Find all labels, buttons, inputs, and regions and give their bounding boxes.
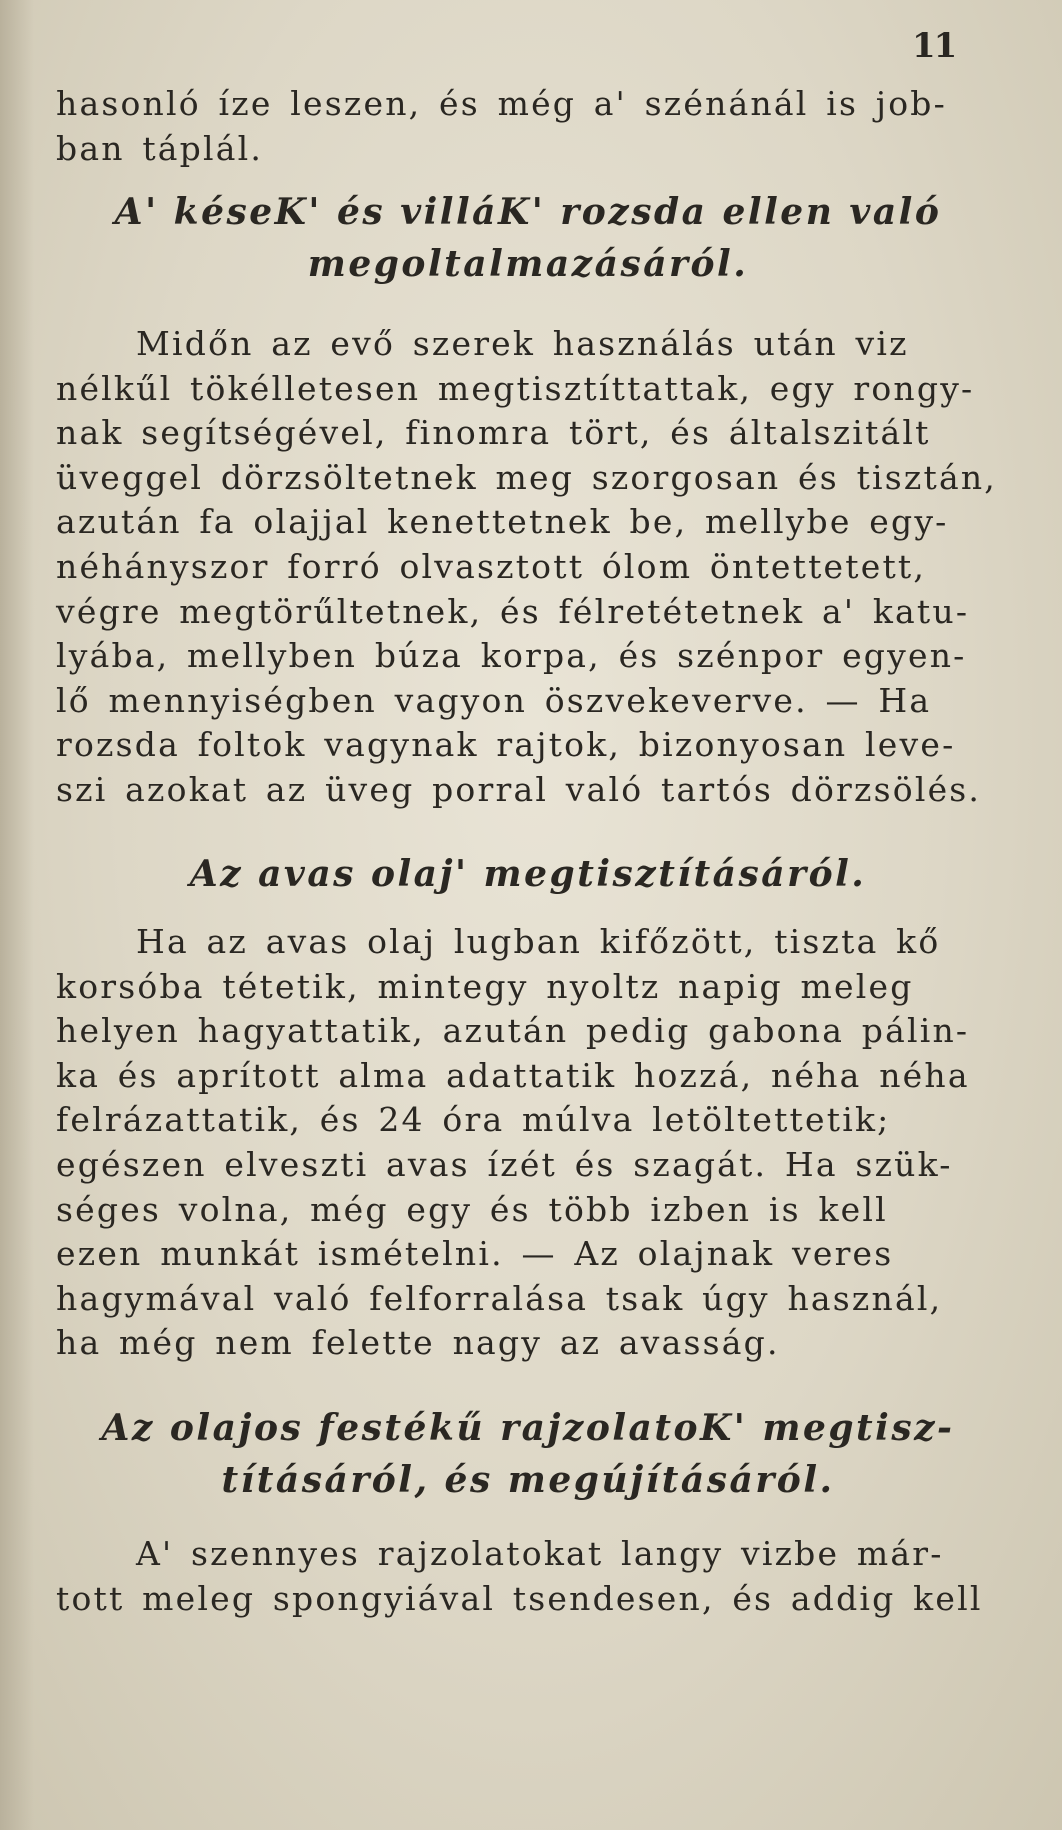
heading-line: Az avas olaj' megtisztításáról. bbox=[189, 853, 867, 895]
text-line: hagymával való felforralása tsak úgy használ, bbox=[56, 1278, 943, 1318]
text-line: ka és aprított alma adattatik hozzá, néha néha bbox=[56, 1055, 970, 1095]
page-number: 11 bbox=[912, 26, 956, 66]
text-line: ezen munkát ismételni. — Az olajnak veres bbox=[56, 1234, 894, 1274]
paragraph-oil-paintings bbox=[56, 1532, 1000, 1621]
section-heading-rancid-oil bbox=[56, 848, 1000, 900]
text-line: rozsda foltok vagynak rajtok, bizonyosan leve- bbox=[56, 725, 956, 765]
text-line: korsóba tétetik, mintegy nyoltz napig meleg bbox=[56, 966, 914, 1006]
text-line: egészen elveszti avas ízét és szagát. Ha szük- bbox=[56, 1144, 953, 1184]
text-line: végre megtörűltetnek, és félretétetnek a' katu- bbox=[56, 591, 970, 631]
text-line: ha még nem felette nagy az avasság. bbox=[56, 1323, 780, 1363]
text-line: szi azokat az üveg porral való tartós dörzsölés. bbox=[56, 769, 982, 809]
paragraph-rancid-oil bbox=[56, 920, 1000, 1366]
text-line: Midőn az evő szerek használás után viz bbox=[136, 324, 909, 363]
text-line: néhányszor forró olvasztott ólom öntettetett, bbox=[56, 546, 927, 586]
text-line: helyen hagyattatik, azután pedig gabona pálin- bbox=[56, 1011, 970, 1051]
text-line: A' szennyes rajzolatokat langy vizbe már- bbox=[136, 1534, 944, 1573]
intro-paragraph bbox=[56, 82, 1000, 171]
heading-line: Az olajos festékű rajzolatoK' megtisz- bbox=[101, 1407, 955, 1449]
text-line: tott meleg spongyiával tsendesen, és addig kell bbox=[56, 1578, 983, 1618]
section-heading-knives-forks bbox=[56, 186, 1000, 290]
heading-line: A' késeK' és villáK' rozsda ellen való bbox=[114, 191, 942, 233]
text-line: lyába, mellyben búza korpa, és szénpor egyen- bbox=[56, 636, 967, 676]
text-line: azután fa olajjal kenettetnek be, mellybe egy- bbox=[56, 502, 949, 542]
text-line: nélkűl tökélletesen megtisztíttattak, egy rongy- bbox=[56, 368, 975, 408]
text-line: hasonló íze leszen, és még a' szénánál is job- bbox=[56, 84, 947, 123]
section-heading-oil-paintings bbox=[56, 1402, 1000, 1506]
text-line: nak segítségével, finomra tört, és általszitált bbox=[56, 413, 931, 453]
text-line: séges volna, még egy és több izben is kell bbox=[56, 1189, 888, 1229]
heading-line: tításáról, és megújításáról. bbox=[221, 1459, 835, 1501]
text-line: ban táplál. bbox=[56, 128, 264, 168]
text-line: üveggel dörzsöltetnek meg szorgosan és tisztán, bbox=[56, 457, 997, 497]
paragraph-knives-forks bbox=[56, 322, 1000, 813]
text-line: lő mennyiségben vagyon öszvekeverve. — Ha bbox=[56, 680, 932, 720]
text-line: felrázattatik, és 24 óra múlva letöltettetik; bbox=[56, 1100, 891, 1140]
heading-line: megoltalmazásáról. bbox=[307, 243, 749, 285]
text-line: Ha az avas olaj lugban kifőzött, tiszta kő bbox=[136, 922, 941, 961]
